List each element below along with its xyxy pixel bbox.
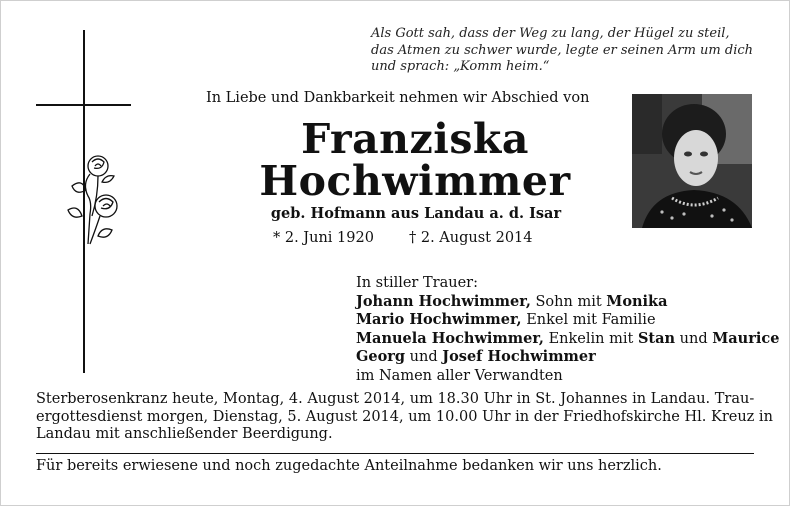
notice-line: Sterberosenkranz heute, Montag, 4. August 2014, um 18.30 Uhr in St. Johannes in Landau. Trau- bbox=[36, 391, 755, 407]
mourner-line: Johann Hochwimmer, Sohn mit Monika bbox=[356, 292, 668, 310]
deceased-last-name: Hochwimmer bbox=[259, 157, 571, 205]
poem-line: und sprach: „Komm heim.“ bbox=[371, 59, 550, 74]
mourner-line: Georg und Josef Hochwimmer bbox=[356, 348, 596, 365]
birth-date: * 2. Juni 1920 bbox=[273, 230, 374, 246]
deceased-first-name: Franziska bbox=[301, 115, 529, 163]
portrait-photo bbox=[632, 94, 752, 228]
divider bbox=[36, 453, 754, 454]
mourners-heading: In stiller Trauer: bbox=[356, 275, 478, 291]
death-date: † 2. August 2014 bbox=[409, 230, 533, 246]
notice-line: ergottesdienst morgen, Dienstag, 5. August 2014, um 10.00 Uhr in der Friedhofskirche Hl. Kreuz in bbox=[36, 408, 773, 425]
maiden-name: geb. Hofmann aus Landau a. d. Isar bbox=[270, 205, 562, 222]
mourners-block bbox=[356, 274, 786, 385]
service-notice bbox=[36, 391, 773, 444]
cross-bar bbox=[36, 104, 131, 106]
notice-line: Landau mit anschließender Beerdigung. bbox=[36, 426, 333, 442]
mourner-line: im Namen aller Verwandten bbox=[356, 367, 563, 384]
mourner-line: Manuela Hochwimmer, Enkelin mit Stan und Maurice bbox=[356, 329, 780, 347]
roses-icon bbox=[54, 146, 134, 246]
poem-line: Als Gott sah, dass der Weg zu lang, der Hügel zu steil, bbox=[371, 26, 730, 41]
poem-quote bbox=[371, 26, 781, 76]
poem-line: das Atmen zu schwer wurde, legte er seinen Arm um dich bbox=[371, 42, 754, 58]
intro-text: In Liebe und Dankbarkeit nehmen wir Abschied von bbox=[206, 90, 590, 106]
thanks-text: Für bereits erwiesene und noch zugedachte Anteilnahme bedanken wir uns herzlich. bbox=[36, 458, 662, 474]
mourner-line: Mario Hochwimmer, Enkel mit Familie bbox=[356, 311, 656, 328]
